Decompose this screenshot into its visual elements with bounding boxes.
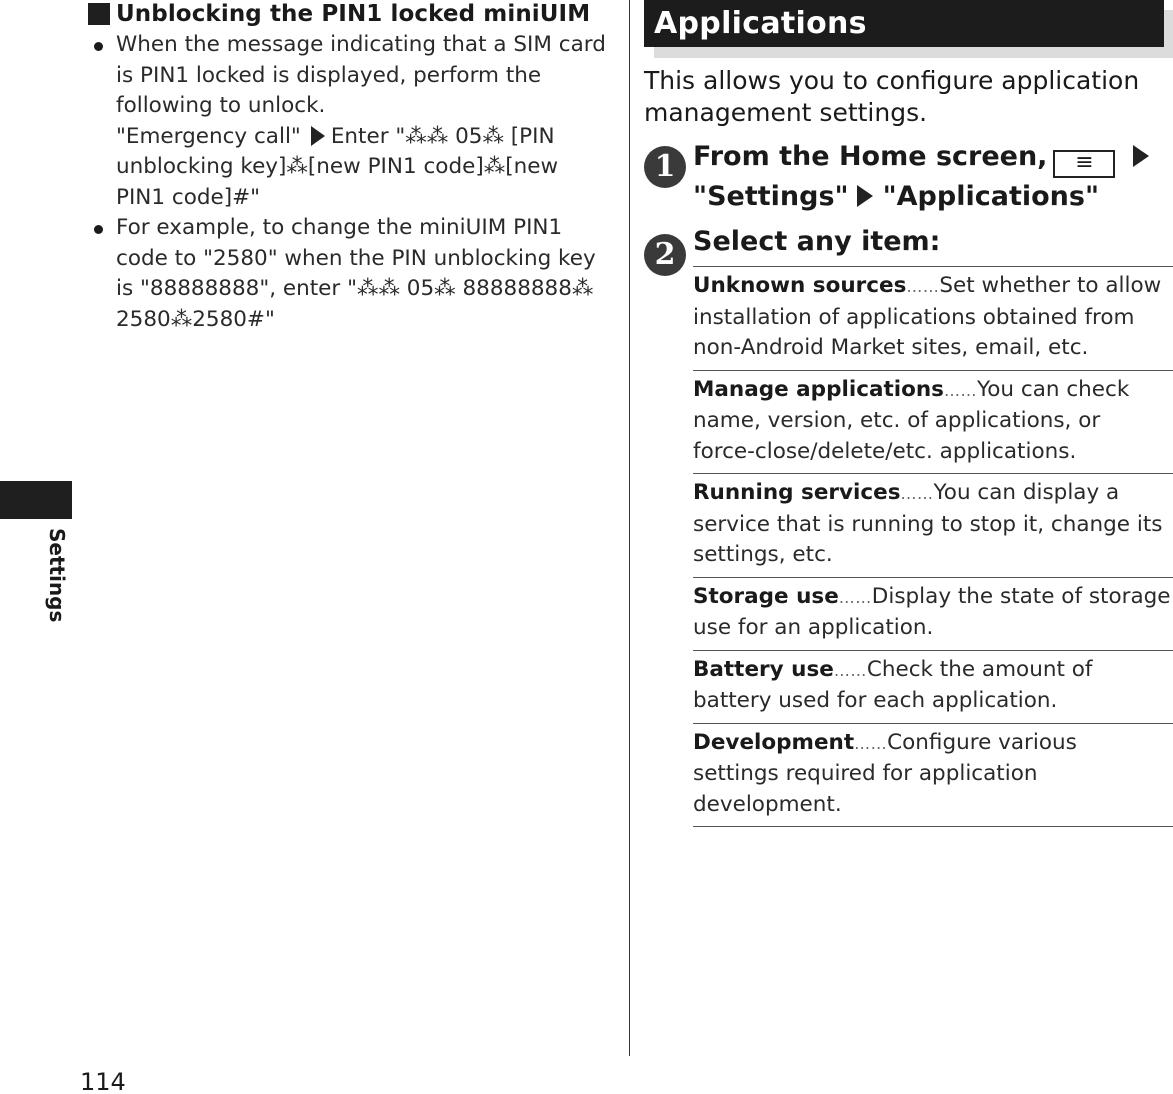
left-column: [88, 0, 618, 335]
bullet-line: is "88888888", enter "⁂⁂ 05⁂ 88888888⁂: [116, 276, 594, 301]
item-name: Battery use: [693, 656, 834, 682]
leader-dots: ……: [838, 587, 872, 607]
arrow-right-icon: [1133, 145, 1149, 167]
item-desc: service that is running to stop it, change its: [693, 511, 1163, 537]
bullet-line: 2580⁂2580#": [116, 306, 275, 332]
heading-square-icon: [88, 3, 110, 25]
item-development: [693, 723, 1173, 828]
step-1-text: [693, 138, 1159, 215]
menu-key-icon: ≡: [1053, 150, 1115, 178]
bullet-line: is PIN1 locked is displayed, perform the: [116, 62, 542, 88]
leader-dots: ……: [906, 277, 940, 296]
step-text-part: From the Home screen,: [693, 141, 1048, 172]
item-battery-use: [693, 650, 1173, 723]
step-number-badge: 2: [644, 234, 686, 276]
item-desc: name, version, etc. of applications, or: [693, 408, 1101, 433]
intro-text: [644, 65, 1139, 129]
item-name: Storage use: [693, 583, 839, 609]
instruction-line: PIN1 code]#": [116, 184, 261, 210]
chapter-label-text: Settings: [45, 528, 69, 623]
item-desc: settings required for application: [693, 761, 1038, 786]
instruction-part: "Emergency call": [116, 123, 301, 149]
item-desc: force-close/delete/etc. applications.: [693, 438, 1077, 464]
subsection-heading: [88, 0, 618, 28]
intro-line: management settings.: [644, 98, 928, 127]
item-running-services: [693, 473, 1173, 577]
instruction-line: [116, 122, 618, 153]
item-desc: use for an application.: [693, 615, 934, 640]
bullet-line: following to unlock.: [116, 93, 326, 118]
bullet-line: code to "2580" when the PIN unblocking key: [116, 245, 596, 271]
bullet-item-example: [88, 213, 618, 335]
step-number-badge: 1: [644, 146, 686, 188]
item-unknown-sources: [693, 266, 1173, 370]
bullet-line: For example, to change the miniUIM PIN1: [116, 215, 563, 240]
bullet-dot-icon: [94, 225, 103, 234]
item-desc: Set whether to allow: [939, 273, 1162, 298]
arrow-right-icon: [311, 126, 325, 146]
item-desc: You can display a: [933, 480, 1120, 505]
item-desc: battery used for each application.: [693, 688, 1058, 713]
chapter-tab-label: [43, 528, 73, 623]
column-divider: [629, 0, 630, 1056]
instruction-part: Enter "⁂⁂ 05⁂ [PIN: [330, 123, 555, 149]
item-desc: You can check: [976, 376, 1130, 402]
step-text-part: "Applications": [882, 181, 1100, 212]
arrow-right-icon: [857, 185, 873, 207]
leader-dots: ……: [833, 660, 867, 680]
leader-dots: ……: [854, 733, 888, 753]
page-number: 114: [80, 1068, 126, 1094]
step-text-part: "Settings": [693, 181, 849, 212]
item-desc: non-Android Market sites, email, etc.: [693, 335, 1089, 360]
instruction-line: unblocking key]⁂[new PIN1 code]⁂[new: [116, 154, 559, 179]
chapter-tab: [0, 481, 72, 519]
item-name: Manage applications: [693, 376, 944, 402]
item-name: Unknown sources: [693, 273, 907, 298]
bullet-dot-icon: [94, 42, 103, 51]
item-desc: installation of applications obtained from: [693, 304, 1135, 330]
item-desc: settings, etc.: [693, 542, 833, 567]
leader-dots: ……: [943, 380, 977, 400]
section-title-bar: [644, 0, 1164, 47]
item-storage-use: [693, 577, 1173, 650]
section-title: Applications: [654, 6, 867, 41]
bullet-line: When the message indicating that a SIM card: [116, 32, 606, 57]
item-desc: Configure various: [887, 729, 1077, 755]
bullet-item-unlock: [88, 30, 618, 213]
subsection-heading-text: Unblocking the PIN1 locked miniUIM: [116, 1, 591, 27]
item-desc: Check the amount of: [866, 656, 1093, 682]
item-name: Development: [693, 729, 855, 755]
item-desc: development.: [693, 791, 842, 817]
settings-item-list: [693, 266, 1173, 827]
intro-line: This allows you to configure application: [644, 66, 1140, 95]
leader-dots: ……: [900, 484, 934, 503]
item-manage-applications: [693, 370, 1173, 474]
step-2-text: Select any item:: [693, 226, 941, 257]
item-name: Running services: [693, 480, 901, 505]
item-desc: Display the state of storage: [871, 583, 1171, 609]
